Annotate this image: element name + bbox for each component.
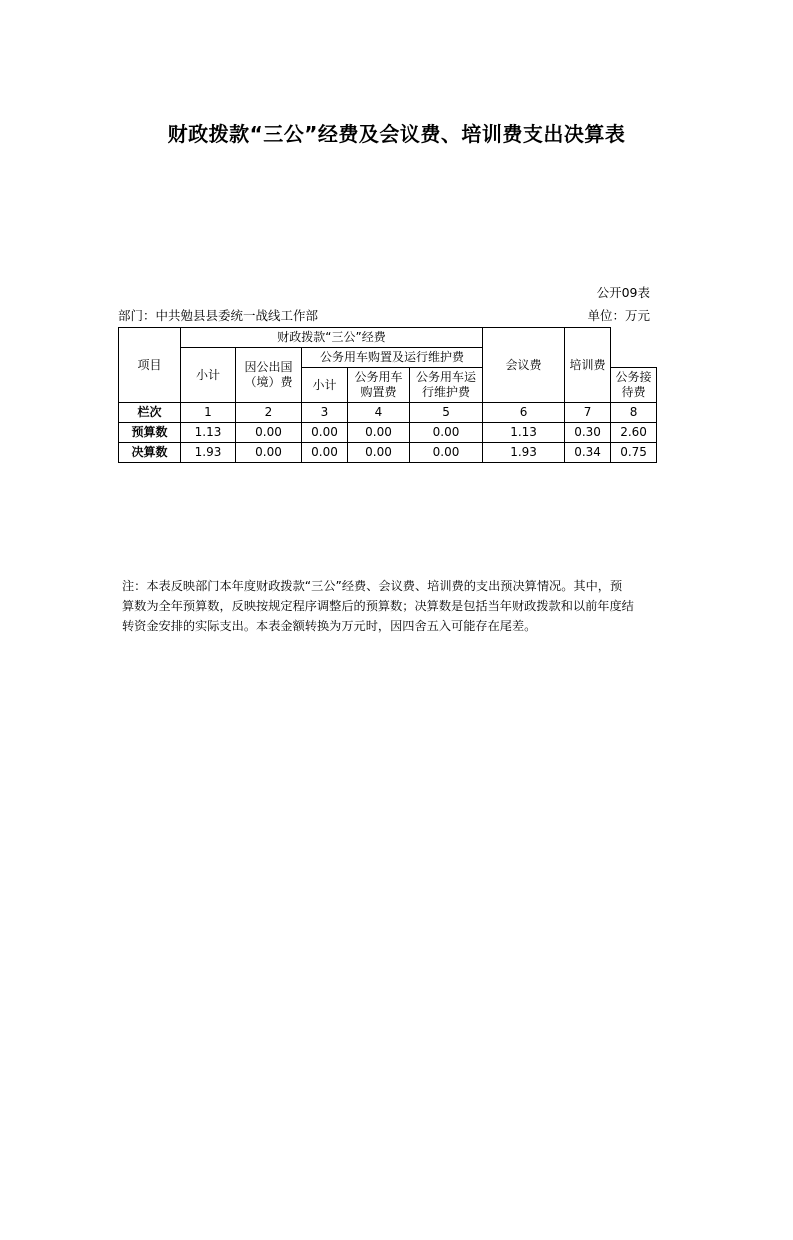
header-hospitality: 公务接待费: [611, 368, 657, 403]
header-vehicle-maintenance: 公务用车运行维护费: [410, 368, 483, 403]
page-title: 财政拨款“三公”经费及会议费、培训费支出决算表: [167, 122, 626, 146]
form-code: 公开09表: [596, 285, 650, 300]
note-line-3: 转资金安排的实际支出。本表金额转换为万元时，因四舍五入可能存在尾差。: [122, 619, 537, 634]
budget-value-2: 0.00: [236, 423, 302, 443]
header-training-fee: 培训费: [565, 328, 611, 403]
budget-value-5: 0.00: [410, 423, 483, 443]
budget-value-6: 1.13: [483, 423, 565, 443]
header-three-public-group: 财政拨款“三公”经费: [181, 328, 483, 348]
column-index-2: 2: [236, 403, 302, 423]
header-item: 项目: [119, 328, 181, 403]
header-vehicle-purchase: 公务用车购置费: [348, 368, 410, 403]
column-index-1: 1: [181, 403, 236, 423]
final-value-3: 0.00: [302, 443, 348, 463]
column-index-5: 5: [410, 403, 483, 423]
column-index-7: 7: [565, 403, 611, 423]
table-row-column-index: [119, 403, 657, 423]
header-vehicle-subtotal: 小计: [302, 368, 348, 403]
column-index-4: 4: [348, 403, 410, 423]
unit-label: 单位：万元: [587, 308, 650, 323]
final-value-7: 0.34: [565, 443, 611, 463]
column-index-8: 8: [611, 403, 657, 423]
final-value-8: 0.75: [611, 443, 657, 463]
final-value-2: 0.00: [236, 443, 302, 463]
column-index-label: 栏次: [119, 403, 181, 423]
final-value-6: 1.93: [483, 443, 565, 463]
department-label: 部门：中共勉县县委统一战线工作部: [118, 308, 319, 323]
header-abroad-fee: 因公出国（境）费: [236, 348, 302, 403]
final-value-4: 0.00: [348, 443, 410, 463]
budget-value-7: 0.30: [565, 423, 611, 443]
column-index-3: 3: [302, 403, 348, 423]
note-line-1: 注：本表反映部门本年度财政拨款“三公”经费、会议费、培训费的支出预决算情况。其中，预: [122, 579, 623, 593]
final-value-5: 0.00: [410, 443, 483, 463]
table-row-header-1: [119, 328, 657, 348]
budget-value-1: 1.13: [181, 423, 236, 443]
final-value-1: 1.93: [181, 443, 236, 463]
note-line-2: 算数为全年预算数，反映按规定程序调整后的预算数；决算数是包括当年财政拨款和以前年度结: [122, 599, 634, 614]
header-subtotal: 小计: [181, 348, 236, 403]
header-meeting-fee: 会议费: [483, 328, 565, 403]
table-row: [119, 443, 657, 463]
row-label-final: 决算数: [119, 443, 181, 463]
table-row: [119, 423, 657, 443]
budget-table: [118, 327, 657, 463]
meta-row: [118, 306, 650, 324]
column-index-6: 6: [483, 403, 565, 423]
budget-table-wrap: [118, 327, 656, 463]
table-note: [122, 576, 654, 636]
document-page: [0, 118, 793, 1240]
budget-value-4: 0.00: [348, 423, 410, 443]
header-vehicle-group: 公务用车购置及运行维护费: [302, 348, 483, 368]
row-label-budget: 预算数: [119, 423, 181, 443]
budget-value-3: 0.00: [302, 423, 348, 443]
budget-value-8: 2.60: [611, 423, 657, 443]
